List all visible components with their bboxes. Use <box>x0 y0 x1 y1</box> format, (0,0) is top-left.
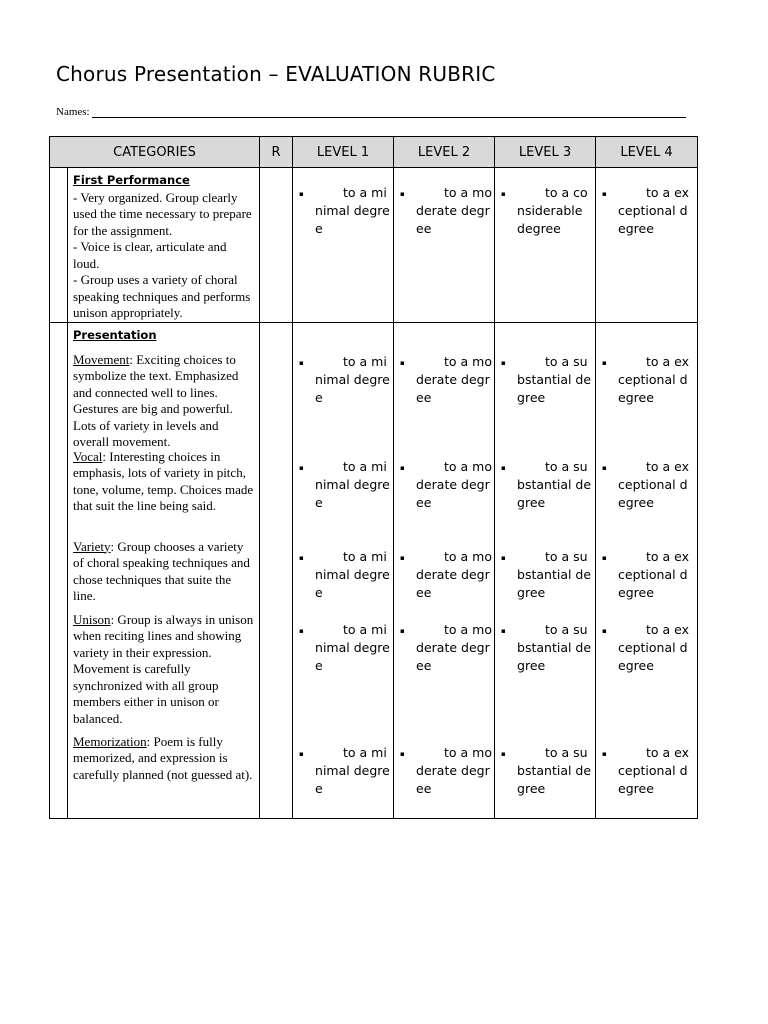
level-descriptor: to a exceptional degree <box>618 459 690 510</box>
bullet-icon: ▪ <box>400 750 405 758</box>
bullet-icon: ▪ <box>501 750 506 758</box>
level-descriptor: to a exceptional degree <box>618 354 690 405</box>
criterion-name: Memorization <box>73 733 147 749</box>
level-descriptor: to a exceptional degree <box>618 549 690 600</box>
criterion-name: Variety <box>73 538 111 554</box>
level-descriptor: to a considerable degree <box>517 185 588 236</box>
first-performance-row <box>50 168 698 323</box>
level-descriptor: to a exceptional degree <box>618 622 690 673</box>
bullet-icon: ▪ <box>400 627 405 635</box>
level-descriptor: to a moderate degree <box>416 185 492 236</box>
criterion-description: : Group chooses a variety of choral speaking techniques and chose techniques that suite the line. <box>73 538 250 603</box>
bullet-icon: ▪ <box>299 359 304 367</box>
bullet-icon: ▪ <box>501 190 506 198</box>
header-level-1: LEVEL 1 <box>293 137 394 168</box>
bullet-icon: ▪ <box>400 359 405 367</box>
level-descriptor: to a minimal degree <box>315 622 390 673</box>
level-2-cell <box>394 323 495 819</box>
level-descriptor: to a moderate degree <box>416 354 492 405</box>
level-descriptor: to a minimal degree <box>315 459 390 510</box>
level-descriptor: to a minimal degree <box>315 354 390 405</box>
header-level-2: LEVEL 2 <box>394 137 495 168</box>
bullet-icon: ▪ <box>400 554 405 562</box>
criterion-memorization <box>73 734 255 784</box>
level-descriptor: to a substantial degree <box>517 459 592 510</box>
level-descriptor: to a minimal degree <box>315 185 390 236</box>
bullet-icon: ▪ <box>299 190 304 198</box>
level-descriptor: to a moderate degree <box>416 622 492 673</box>
bullet-icon: ▪ <box>501 464 506 472</box>
score-cell <box>50 323 68 819</box>
level-descriptor: to a moderate degree <box>416 745 492 796</box>
bullet-icon: ▪ <box>602 359 607 367</box>
r-cell <box>260 323 293 819</box>
level-3-cell <box>495 168 596 323</box>
score-cell <box>50 168 68 323</box>
names-label: Names: <box>56 106 90 118</box>
criterion-unison <box>73 612 255 734</box>
level-1-cell <box>293 323 394 819</box>
criterion-description: : Poem is fully memorized, and expression is carefully planned (not guessed at). <box>73 733 253 782</box>
first-performance-line: - Voice is clear, articulate and loud. <box>73 239 227 271</box>
first-performance-line: - Very organized. Group clearly used the time necessary to prepare for the assignment. <box>73 189 252 238</box>
level-descriptor: to a minimal degree <box>315 549 390 600</box>
header-level-3: LEVEL 3 <box>495 137 596 168</box>
criterion-description: : Group is always in unison when reciting lines and showing variety in their expression. Movement is carefully synchronized with all group members either in unison or balanced. <box>73 611 254 726</box>
presentation-category <box>68 323 260 819</box>
bullet-icon: ▪ <box>602 464 607 472</box>
header-row <box>50 137 698 168</box>
level-descriptor: to a substantial degree <box>517 549 592 600</box>
level-3-cell <box>495 323 596 819</box>
header-categories: CATEGORIES <box>50 137 260 168</box>
bullet-icon: ▪ <box>602 190 607 198</box>
level-descriptor: to a minimal degree <box>315 745 390 796</box>
first-performance-heading: First Performance <box>73 173 190 187</box>
bullet-icon: ▪ <box>299 554 304 562</box>
bullet-icon: ▪ <box>501 627 506 635</box>
criterion-name: Vocal <box>73 448 103 464</box>
presentation-row <box>50 323 698 819</box>
presentation-heading: Presentation <box>73 328 157 342</box>
first-performance-line: - Group uses a variety of choral speaking techniques and performs unison appropriately. <box>73 272 251 320</box>
level-4-cell <box>596 323 698 819</box>
bullet-icon: ▪ <box>602 554 607 562</box>
names-field <box>56 106 686 118</box>
level-2-cell <box>394 168 495 323</box>
bullet-icon: ▪ <box>400 190 405 198</box>
page-title: Chorus Presentation – EVALUATION RUBRIC <box>56 62 496 86</box>
header-r: R <box>260 137 293 168</box>
bullet-icon: ▪ <box>299 464 304 472</box>
level-descriptor: to a substantial degree <box>517 622 592 673</box>
level-descriptor: to a exceptional degree <box>618 185 690 236</box>
level-descriptor: to a moderate degree <box>416 459 492 510</box>
level-1-cell <box>293 168 394 323</box>
bullet-icon: ▪ <box>602 750 607 758</box>
header-level-4: LEVEL 4 <box>596 137 698 168</box>
criterion-description: : Exciting choices to symbolize the text. Emphasized and connected well to lines. Gestures are big and powerful. Lots of variety in levels and overall movement. <box>73 351 239 449</box>
bullet-icon: ▪ <box>501 554 506 562</box>
criterion-variety <box>73 539 255 612</box>
names-blank-line <box>92 107 686 118</box>
criterion-name: Unison <box>73 611 111 627</box>
level-descriptor: to a substantial degree <box>517 354 592 405</box>
level-descriptor: to a moderate degree <box>416 549 492 600</box>
first-performance-category <box>68 168 260 323</box>
level-descriptor: to a exceptional degree <box>618 745 690 796</box>
level-descriptor: to a substantial degree <box>517 745 592 796</box>
level-4-cell <box>596 168 698 323</box>
r-cell <box>260 168 293 323</box>
criterion-vocal <box>73 449 255 539</box>
criterion-movement <box>73 352 255 449</box>
bullet-icon: ▪ <box>501 359 506 367</box>
bullet-icon: ▪ <box>602 627 607 635</box>
criterion-description: : Interesting choices in emphasis, lots of variety in pitch, tone, volume, temp. Choices made that suit the line being said. <box>73 448 254 513</box>
criterion-name: Movement <box>73 351 130 367</box>
bullet-icon: ▪ <box>299 750 304 758</box>
bullet-icon: ▪ <box>400 464 405 472</box>
rubric-table <box>49 136 698 819</box>
bullet-icon: ▪ <box>299 627 304 635</box>
